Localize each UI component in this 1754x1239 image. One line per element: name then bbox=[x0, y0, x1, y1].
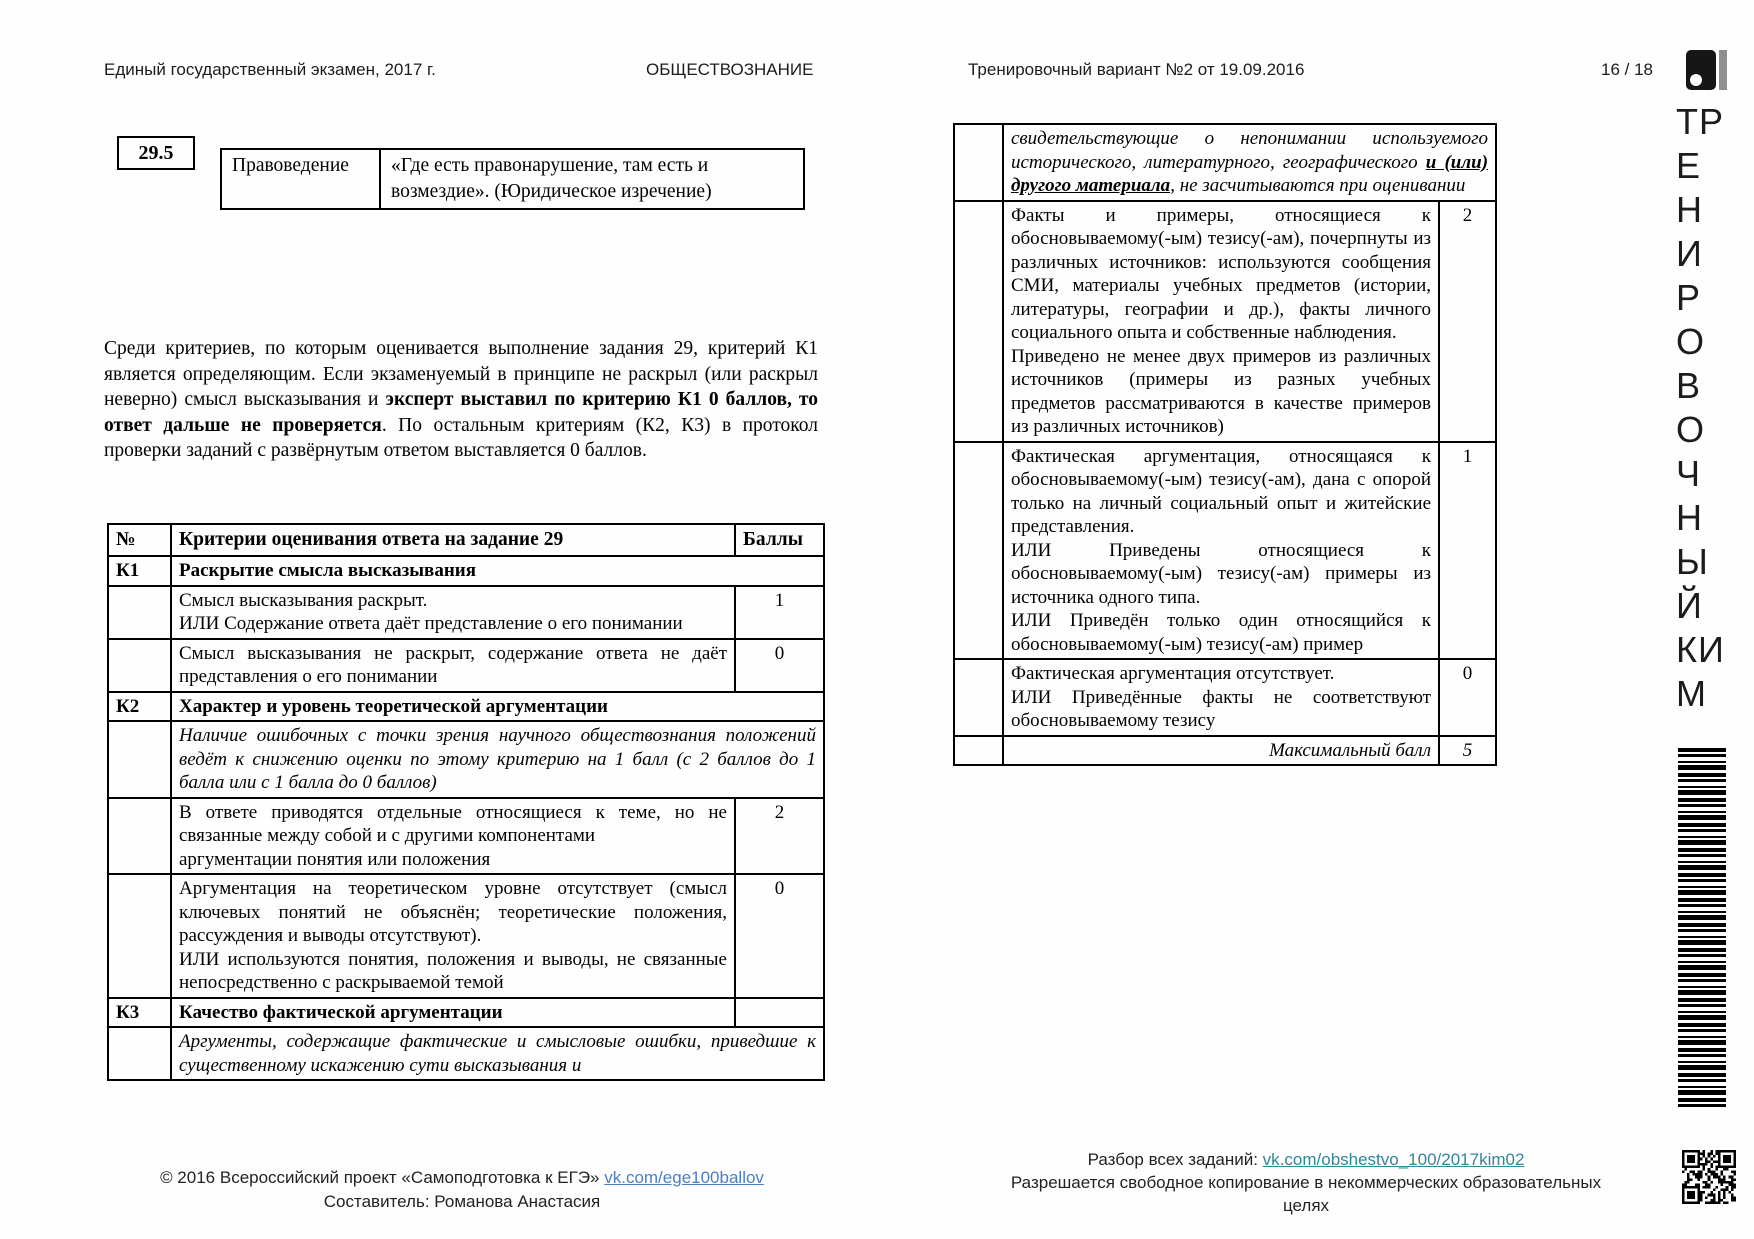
watermark-letter: О bbox=[1676, 321, 1706, 362]
text-segment: Аргументы, содержащие фактические и смысловые ошибки, приведшие к существенному искажению сути высказывания и bbox=[179, 1031, 816, 1076]
text-segment: Фактическая аргументация, относящаяся к обосновываемому(-ым) тезису(-ам), дана с опорой только на личный социальный опыт и житейские представления. bbox=[1011, 445, 1431, 537]
criteria-paragraph bbox=[179, 589, 727, 613]
num-cell: К2 bbox=[108, 692, 171, 722]
text-segment: , не засчитываются при оценивании bbox=[1170, 175, 1466, 196]
criteria-cell bbox=[171, 586, 735, 639]
text-segment: ИЛИ Приведён только один относящийся к обосновываемому(-ым) тезису(-ам) пример bbox=[1011, 610, 1431, 655]
score-cell: 2 bbox=[1439, 201, 1496, 442]
logo-book-icon bbox=[1686, 50, 1716, 90]
criteria-paragraph bbox=[179, 948, 727, 995]
num-cell bbox=[108, 721, 171, 798]
col-header-criteria: Критерии оценивания ответа на задание 29 bbox=[171, 524, 735, 556]
text-segment: Среди критериев, по которым оценивается выполнение задания 29, критерий К1 является определяющим. Если экзаменуемый в принципе не раскрыл (или раскрыл неверно) смысл высказывания и bbox=[104, 338, 818, 410]
footer-right bbox=[1000, 1148, 1612, 1217]
table-row bbox=[108, 998, 824, 1028]
criteria-header-row bbox=[108, 524, 824, 556]
score-cell: 2 bbox=[735, 798, 824, 875]
footer-left bbox=[104, 1166, 820, 1214]
text-segment: Аргументация на теоретическом уровне отсутствует (смысл ключевых понятий не объяснён; теоретические положения, рассуждения и выводы отсутствуют). bbox=[179, 878, 727, 946]
score-cell: 0 bbox=[735, 874, 824, 998]
num-cell: К1 bbox=[108, 556, 171, 586]
num-cell bbox=[108, 798, 171, 875]
text-segment: Качество фактической аргументации bbox=[179, 1001, 503, 1023]
num-cell bbox=[108, 874, 171, 998]
header-subject: ОБЩЕСТВОЗНАНИЕ bbox=[646, 60, 814, 79]
table-row bbox=[108, 556, 824, 586]
text-segment: Раскрытие смысла высказывания bbox=[179, 560, 476, 581]
text-segment: Фактическая аргументация отсутствует. bbox=[1011, 663, 1335, 684]
task-number: 29.5 bbox=[138, 142, 174, 164]
criteria-paragraph bbox=[179, 559, 816, 583]
criteria-paragraph bbox=[179, 724, 816, 795]
criteria-paragraph bbox=[1011, 345, 1431, 439]
table-row bbox=[108, 798, 824, 875]
text-segment: Факты и примеры, относящиеся к обосновываемому(-ым) тезису(-ам), почерпнуты из различных источников: используются сообщения СМИ, материалы учебных предметов (истории, литературы, географии и др.), факты личного социального опыта и собственные наблюдения. bbox=[1011, 204, 1431, 343]
footer-permission-line: Разрешается свободное копирование в некоммерческих образовательных целях bbox=[1010, 1173, 1602, 1215]
score-cell: 1 bbox=[1439, 442, 1496, 660]
col-header-num: № bbox=[108, 524, 171, 556]
criteria-paragraph bbox=[1011, 445, 1431, 539]
watermark-letter: Н bbox=[1676, 497, 1703, 538]
table-row bbox=[108, 639, 824, 692]
num-cell bbox=[954, 201, 1003, 442]
intro-paragraph bbox=[104, 336, 818, 464]
table-row bbox=[954, 201, 1496, 442]
watermark-letter: И bbox=[1676, 233, 1703, 274]
text-segment: ИЛИ Содержание ответа даёт представление о его понимании bbox=[179, 613, 683, 634]
text-segment: Смысл высказывания не раскрыт, содержание ответа не даёт представления о его понимании bbox=[179, 642, 727, 687]
score-cell: 0 bbox=[735, 639, 824, 692]
text-segment: эксперт выставил по критерию К1 0 баллов, то ответ дальше не проверяется bbox=[104, 389, 819, 436]
watermark-letter: Й bbox=[1676, 585, 1703, 626]
text-segment: аргументации понятия или положения bbox=[179, 848, 491, 870]
criteria-cell bbox=[1003, 736, 1439, 766]
text-segment: Наличие ошибочных с точки зрения научного обществознания положений ведёт к снижению оценки по этому критерию на 1 балл (с 2 баллов до 1 балла или с 1 балла до 0 баллов) bbox=[179, 725, 816, 793]
text-segment: свидетельствующие о непонимании используемого исторического, литературного, географического bbox=[1011, 128, 1489, 173]
criteria-cell bbox=[1003, 201, 1439, 442]
footer-right-link[interactable]: vk.com/obshestvo_100/2017kim02 bbox=[1262, 1150, 1525, 1169]
criteria-paragraph bbox=[179, 642, 727, 689]
logo-bar-icon bbox=[1719, 50, 1727, 90]
watermark-letter: М bbox=[1676, 673, 1707, 714]
criteria-paragraph bbox=[1011, 609, 1431, 656]
task-number-box bbox=[117, 136, 195, 170]
criteria-cell bbox=[171, 639, 735, 692]
quote-row bbox=[221, 149, 804, 209]
num-cell bbox=[108, 1027, 171, 1080]
criteria-paragraph bbox=[1011, 739, 1431, 763]
criteria-paragraph bbox=[1011, 539, 1431, 610]
footer-copyright-line bbox=[104, 1166, 820, 1190]
watermark-letter: ТР bbox=[1676, 101, 1725, 142]
footer-author-line: Составитель: Романова Анастасия bbox=[323, 1192, 601, 1211]
criteria-paragraph bbox=[179, 612, 727, 636]
criteria-paragraph bbox=[179, 1001, 727, 1025]
criteria-paragraph bbox=[179, 848, 727, 872]
criteria-paragraph bbox=[1011, 204, 1431, 345]
watermark-letter: Ы bbox=[1676, 541, 1709, 582]
num-cell bbox=[954, 442, 1003, 660]
criteria-paragraph bbox=[179, 1030, 816, 1077]
criteria-cell bbox=[171, 874, 735, 998]
watermark-letter: Р bbox=[1676, 277, 1702, 318]
num-cell bbox=[954, 736, 1003, 766]
criteria-cell bbox=[171, 721, 824, 798]
text-segment: ИЛИ Приведённые факты не соответствуют обосновываемому тезису bbox=[1011, 686, 1431, 731]
table-row bbox=[954, 442, 1496, 660]
criteria-cell bbox=[171, 798, 735, 875]
text-segment: ИЛИ Приведены относящиеся к обосновываемому(-ым) тезису(-ам) примеры из источника одного типа. bbox=[1011, 539, 1431, 608]
barcode-icon bbox=[1678, 748, 1726, 1108]
watermark-letter: В bbox=[1676, 365, 1702, 406]
watermark-letter: Ч bbox=[1676, 453, 1701, 494]
watermark-letter: Е bbox=[1676, 145, 1702, 186]
num-cell bbox=[108, 639, 171, 692]
footer-solutions-line bbox=[1000, 1148, 1612, 1171]
score-cell: 5 bbox=[1439, 736, 1496, 766]
text-segment: Максимальный балл bbox=[1269, 739, 1431, 761]
score-cell bbox=[735, 998, 824, 1028]
quote-table bbox=[220, 148, 805, 210]
header-exam-title: Единый государственный экзамен, 2017 г. bbox=[104, 60, 436, 79]
text-segment: . По остальным критериям (К2, К3) в протокол проверки заданий с развёрнутым ответом выставляется 0 баллов. bbox=[104, 414, 819, 461]
criteria-paragraph bbox=[179, 695, 816, 719]
criteria-paragraph bbox=[179, 877, 727, 948]
qr-code-icon bbox=[1682, 1150, 1736, 1204]
criteria-paragraph bbox=[1011, 127, 1488, 198]
num-cell bbox=[108, 586, 171, 639]
num-cell bbox=[954, 124, 1003, 201]
table-row bbox=[108, 1027, 824, 1080]
criteria-cell bbox=[171, 692, 824, 722]
criteria-cell bbox=[171, 1027, 824, 1080]
criteria-paragraph bbox=[179, 801, 727, 848]
watermark-letter: Н bbox=[1676, 189, 1703, 230]
text-segment: Смысл высказывания раскрыт. bbox=[179, 589, 428, 611]
criteria-paragraph bbox=[1011, 686, 1431, 733]
num-cell bbox=[954, 659, 1003, 736]
footer-left-link[interactable]: vk.com/ege100ballov bbox=[604, 1168, 764, 1187]
footer-copyright-text: © 2016 Всероссийский проект «Самоподготовка к ЕГЭ» bbox=[160, 1168, 605, 1187]
table-row bbox=[108, 874, 824, 998]
text-segment: Характер и уровень теоретической аргументации bbox=[179, 695, 608, 717]
table-row bbox=[108, 692, 824, 722]
quote-subject-cell: Правоведение bbox=[221, 149, 380, 209]
criteria-cell bbox=[1003, 124, 1496, 201]
criteria-cell bbox=[1003, 442, 1439, 660]
criteria-cell bbox=[171, 556, 824, 586]
criteria-cell bbox=[1003, 659, 1439, 736]
table-row bbox=[954, 659, 1496, 736]
col-header-score: Баллы bbox=[735, 524, 824, 556]
criteria-table-right bbox=[953, 123, 1497, 766]
watermark-letter: КИ bbox=[1676, 629, 1725, 670]
score-cell: 1 bbox=[735, 586, 824, 639]
criteria-table-left bbox=[107, 523, 825, 1081]
watermark-letter: О bbox=[1676, 409, 1706, 450]
header-variant: Тренировочный вариант №2 от 19.09.2016 bbox=[968, 60, 1305, 79]
table-row bbox=[954, 124, 1496, 201]
criteria-cell bbox=[171, 998, 735, 1028]
table-row bbox=[954, 736, 1496, 766]
footer-solutions-text: Разбор всех заданий: bbox=[1087, 1150, 1263, 1169]
text-segment: и (или) другого материала bbox=[1011, 151, 1489, 196]
table-row bbox=[108, 721, 824, 798]
text-segment: Приведено не менее двух примеров из различных источников (примеры из разных учебных предметов рассматриваются в качестве примеров из различных источников) bbox=[1011, 345, 1431, 437]
text-segment: В ответе приводятся отдельные относящиеся к теме, но не связанные между собой и с другими компонентами bbox=[179, 801, 727, 846]
header-page-number: 16 / 18 bbox=[1601, 60, 1653, 79]
vertical-watermark-kim bbox=[1676, 100, 1750, 716]
quote-text-cell: «Где есть правонарушение, там есть и возмездие». (Юридическое изречение) bbox=[380, 149, 804, 209]
text-segment: ИЛИ используются понятия, положения и выводы, не связанные непосредственно с раскрываемой темой bbox=[179, 948, 727, 993]
table-row bbox=[108, 586, 824, 639]
score-cell: 0 bbox=[1439, 659, 1496, 736]
criteria-paragraph bbox=[1011, 662, 1431, 686]
num-cell: К3 bbox=[108, 998, 171, 1028]
exam-logo bbox=[1686, 50, 1727, 90]
